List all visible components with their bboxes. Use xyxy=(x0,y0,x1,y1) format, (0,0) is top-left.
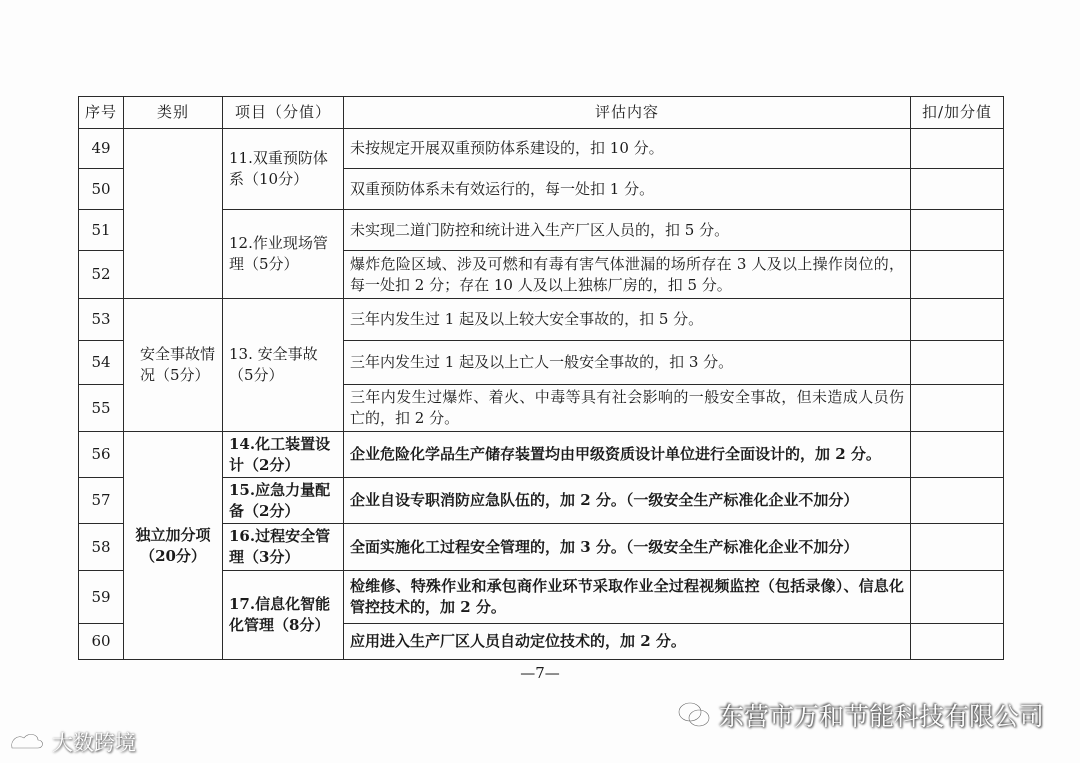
table-row xyxy=(79,299,1004,341)
page-number: —7— xyxy=(520,664,560,682)
score-cell xyxy=(911,524,1004,571)
content-cell: 未按规定开展双重预防体系建设的，扣 10 分。 xyxy=(344,129,911,169)
header-score: 扣/加分值 xyxy=(911,97,1004,129)
category-cell-empty xyxy=(124,129,223,299)
source-logo-icon xyxy=(8,730,46,754)
row-number: 51 xyxy=(79,210,124,251)
score-cell xyxy=(911,251,1004,299)
row-number: 56 xyxy=(79,432,124,478)
score-cell xyxy=(911,478,1004,524)
evaluation-table xyxy=(78,96,1004,660)
item-cell: 11.双重预防体系（10分） xyxy=(223,129,344,210)
item-cell: 17.信息化智能化管理（8分） xyxy=(223,571,344,660)
row-number: 55 xyxy=(79,385,124,432)
content-cell: 全面实施化工过程安全管理的，加 3 分。（一级安全生产标准化企业不加分） xyxy=(344,524,911,571)
company-name: 东营市万和节能科技有限公司 xyxy=(718,702,1044,731)
row-number: 49 xyxy=(79,129,124,169)
content-cell: 企业自设专职消防应急队伍的，加 2 分。（一级安全生产标准化企业不加分） xyxy=(344,478,911,524)
table-row xyxy=(79,129,1004,169)
row-number: 54 xyxy=(79,341,124,385)
category-cell: 独立加分项（20分） xyxy=(124,432,223,660)
content-cell: 三年内发生过爆炸、着火、中毒等具有社会影响的一般安全事故，但未造成人员伤亡的，扣 2 分。 xyxy=(344,385,911,432)
source-watermark xyxy=(8,727,136,757)
header-no: 序号 xyxy=(79,97,124,129)
content-cell: 未实现二道门防控和统计进入生产厂区人员的，扣 5 分。 xyxy=(344,210,911,251)
company-watermark xyxy=(677,697,1044,733)
item-cell: 12.作业现场管理（5分） xyxy=(223,210,344,299)
item-cell: 14.化工装置设计（2分） xyxy=(223,432,344,478)
score-cell xyxy=(911,129,1004,169)
item-cell: 13. 安全事故（5分） xyxy=(223,299,344,432)
row-number: 60 xyxy=(79,624,124,660)
header-category: 类别 xyxy=(124,97,223,129)
score-cell xyxy=(911,432,1004,478)
wechat-icon xyxy=(677,701,711,729)
score-cell xyxy=(911,341,1004,385)
content-cell: 三年内发生过 1 起及以上亡人一般安全事故的，扣 3 分。 xyxy=(344,341,911,385)
score-cell xyxy=(911,385,1004,432)
score-cell xyxy=(911,624,1004,660)
score-cell xyxy=(911,299,1004,341)
category-cell: 安全事故情况（5分） xyxy=(124,299,223,432)
row-number: 57 xyxy=(79,478,124,524)
header-content: 评估内容 xyxy=(344,97,911,129)
content-cell: 应用进入生产厂区人员自动定位技术的，加 2 分。 xyxy=(344,624,911,660)
row-number: 50 xyxy=(79,169,124,210)
row-number: 58 xyxy=(79,524,124,571)
content-cell: 三年内发生过 1 起及以上较大安全事故的，扣 5 分。 xyxy=(344,299,911,341)
table-row xyxy=(79,432,1004,478)
score-cell xyxy=(911,571,1004,624)
row-number: 53 xyxy=(79,299,124,341)
score-cell xyxy=(911,210,1004,251)
item-cell: 16.过程安全管理（3分） xyxy=(223,524,344,571)
content-cell: 企业危险化学品生产储存装置均由甲级资质设计单位进行全面设计的，加 2 分。 xyxy=(344,432,911,478)
item-cell: 15.应急力量配备（2分） xyxy=(223,478,344,524)
content-cell: 双重预防体系未有效运行的，每一处扣 1 分。 xyxy=(344,169,911,210)
table-header-row xyxy=(79,97,1004,129)
row-number: 52 xyxy=(79,251,124,299)
content-cell: 检维修、特殊作业和承包商作业环节采取作业全过程视频监控（包括录像）、信息化管控技术的，加 2 分。 xyxy=(344,571,911,624)
source-name: 大数跨境 xyxy=(52,731,136,755)
header-item: 项目（分值） xyxy=(223,97,344,129)
score-cell xyxy=(911,169,1004,210)
content-cell: 爆炸危险区域、涉及可燃和有毒有害气体泄漏的场所存在 3 人及以上操作岗位的，每一处扣 2 分；存在 10 人及以上独栋厂房的，扣 5 分。 xyxy=(344,251,911,299)
row-number: 59 xyxy=(79,571,124,624)
